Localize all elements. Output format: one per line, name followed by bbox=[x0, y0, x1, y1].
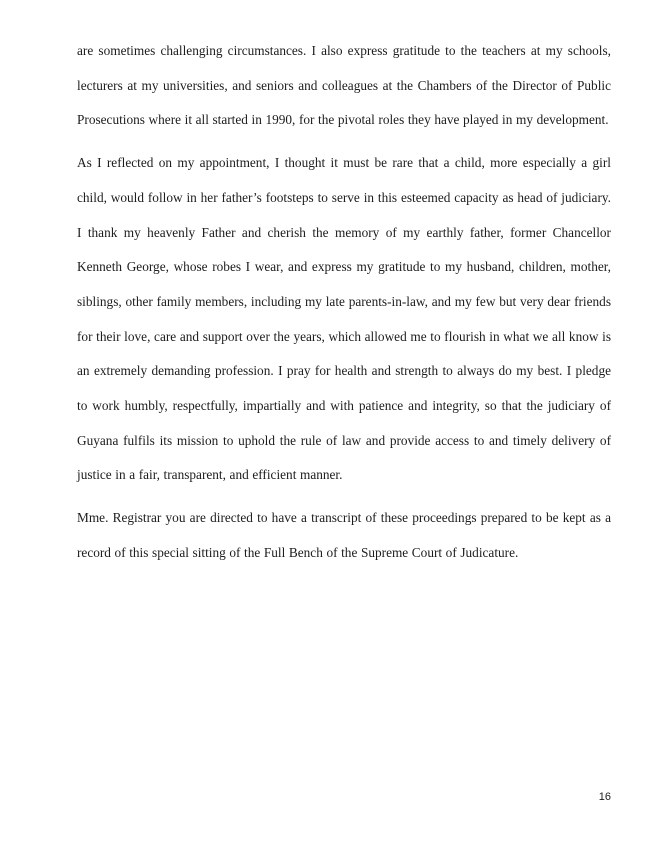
paragraph-reflection-family: As I reflected on my appointment, I thought it must be rare that a child, more especially a girl child, would follow in her father’s footsteps to serve in this esteemed capacity as head of judiciary. I thank my heavenly Father and cherish the memory of my earthly father, former Chancellor Kenneth George, whose robes I wear, and express my gratitude to my husband, children, mother, siblings, other family members, including my late parents-in-law, and my few but very dear friends for their love, care and support over the years, which allowed me to flourish in what we all know is an extremely demanding profession. I pray for health and strength to always do my best. I pledge to work humbly, respectfully, impartially and with patience and integrity, so that the judiciary of Guyana fulfils its mission to uphold the rule of law and provide access to and timely delivery of justice in a fair, transparent, and efficient manner. bbox=[77, 155, 611, 483]
page-number: 16 bbox=[598, 791, 611, 803]
paragraph-gratitude-teachers: are sometimes challenging circumstances. I also express gratitude to the teachers at my schools, lecturers at my universities, and seniors and colleagues at the Chambers of the Director of Public Prosecutions where it all started in 1990, for the pivotal roles they have played in my development. bbox=[77, 43, 611, 128]
paragraph-registrar-directive: Mme. Registrar you are directed to have a transcript of these proceedings prepared to be kept as a record of this special sitting of the Full Bench of the Supreme Court of Judicature. bbox=[77, 510, 611, 560]
text-block bbox=[77, 34, 611, 579]
